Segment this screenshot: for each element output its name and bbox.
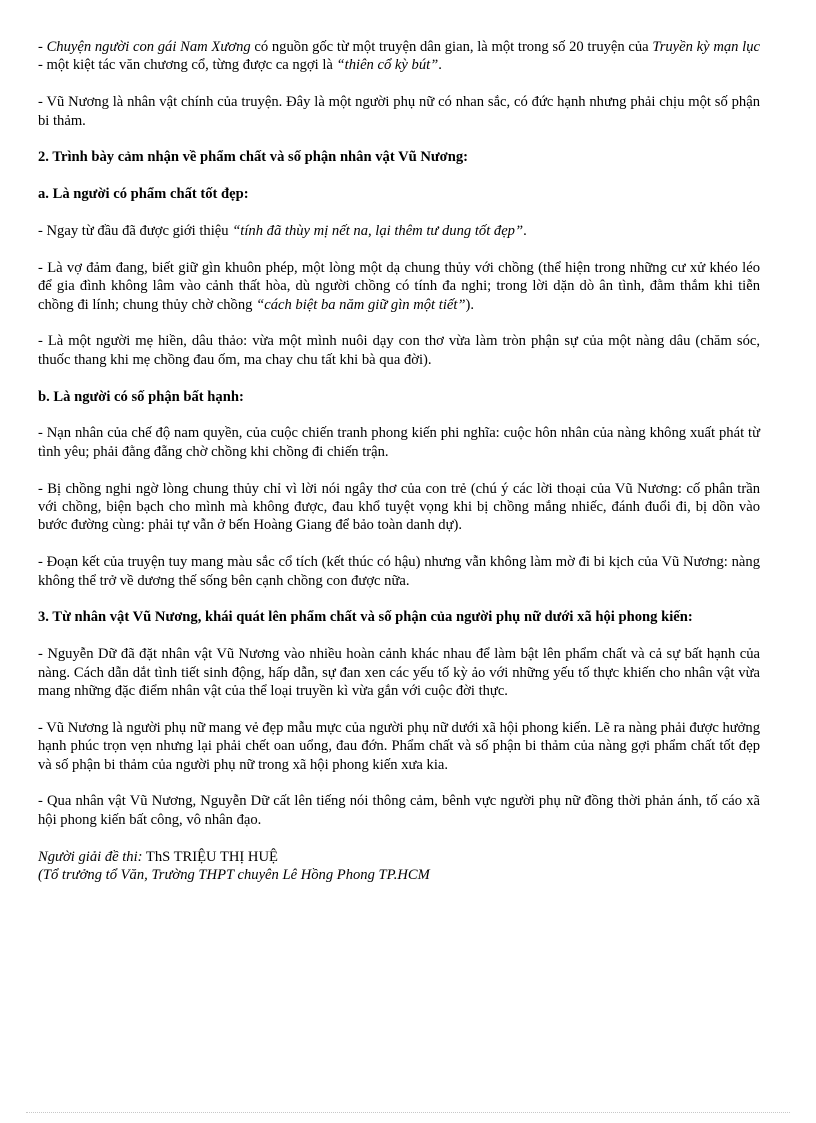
subheading-a: a. Là người có phẩm chất tốt đẹp: (38, 186, 249, 203)
paragraph-text: ). (465, 296, 475, 313)
paragraph-origin (38, 38, 760, 75)
subheading-b: b. Là người có số phận bất hạnh: (38, 388, 244, 405)
signature-label: Người giải đề thi: (38, 848, 143, 865)
paragraph-conclusion: - Qua nhân vật Vũ Nương, Nguyễn Dữ cất lên tiếng nói thông cảm, bênh vực người phụ nữ đồng thời phản ánh, tố cáo xã hội phong kiến bất công, vô nhân đạo. (38, 793, 760, 828)
page-bottom-border (26, 1112, 790, 1113)
paragraph-text: - một kiệt tác văn chương cổ, từng được ca ngợi là (38, 57, 337, 74)
collection-title: Truyền kỳ mạn lục (652, 39, 760, 55)
paragraph-faithful-wife (38, 259, 760, 314)
paragraph-introduction (38, 222, 760, 240)
paragraph-ideal-woman: - Vũ Nương là người phụ nữ mang vẻ đẹp mẫu mực của người phụ nữ dưới xã hội phong kiến. Lẽ ra nàng phải được hưởng hạnh phúc trọn vẹn nhưng lại phải chết oan uổng, đau đớn. Phẩm chất và số phận bi thảm của nàng gợi phẩm chất tốt đẹp và số phận bi thảm của người phụ nữ trong xã hội phong kiến xưa kia. (38, 719, 760, 773)
section-heading-2: 2. Trình bày cảm nhận về phẩm chất và số phận nhân vật Vũ Nương: (38, 149, 469, 166)
work-title: - Chuyện người con gái Nam Xương (38, 39, 251, 55)
paragraph-author-technique: - Nguyễn Dữ đã đặt nhân vật Vũ Nương vào nhiều hoàn cảnh khác nhau để làm bật lên phẩm chất và cả sự bất hạnh của nàng. Cách dẫn dắt tình tiết sinh động, hấp dẫn, sự đan xen các yếu tố kỳ ảo với những yếu tố thực khiến cho nhân vật vừa mang những đặc điểm nhân vật của thể loại truyền kì vừa gắn với cuộc đời thực. (38, 646, 760, 700)
paragraph-ending: - Đoạn kết của truyện tuy mang màu sắc cổ tích (kết thúc có hậu) nhưng vẫn không làm mờ đi bi kịch của Vũ Nương: nàng không thể trở về dương thế sống bên cạnh chồng con được nữa. (38, 554, 760, 589)
signature-name: ThS TRIỆU THỊ HUỆ (142, 848, 278, 865)
quote: “cách biệt ba năm giữ gìn một tiết” (256, 296, 466, 313)
quote: “thiên cổ kỳ bút” (336, 57, 439, 74)
paragraph-text: có nguồn gốc từ một truyện dân gian, là một trong số 20 truyện của (250, 39, 653, 55)
paragraph-text: . (523, 223, 527, 239)
signature-affiliation: (Tổ trưởng tổ Văn, Trường THPT chuyên Lê Hồng Phong TP.HCM (38, 867, 430, 884)
paragraph-main-character: - Vũ Nương là nhân vật chính của truyện. Đây là một người phụ nữ có nhan sắc, có đức hạnh nhưng phải chịu một số phận bi thảm. (38, 94, 760, 129)
quote: “tính đã thùy mị nết na, lại thêm tư dung tốt đẹp” (232, 223, 524, 239)
paragraph-text: . (438, 57, 442, 74)
paragraph-victim: - Nạn nhân của chế độ nam quyền, của cuộc chiến tranh phong kiến phi nghĩa: cuộc hôn nhân của nàng không xuất phát từ tình yêu; phải đằng đẵng chờ chồng khi chồng đi chiến trận. (38, 425, 760, 460)
signature-line (38, 848, 760, 866)
section-heading-3: 3. Từ nhân vật Vũ Nương, khái quát lên phẩm chất và số phận của người phụ nữ dưới xã hội phong kiến: (38, 609, 693, 626)
document-page (38, 38, 760, 884)
paragraph-text: - Là vợ đảm đang, biết giữ gìn khuôn phép, một lòng một dạ chung thủy với chồng (thể hiện trong những cư xử khéo léo để gia đình không lâm vào cảnh thất hòa, dù người chồng có tính đa nghi; trong lời dặn dò ân tình, đằm thắm khi tiễn chồng đi lính; chung thủy chờ chồng (38, 259, 760, 313)
paragraph-text: - Ngay từ đầu đã được giới thiệu (38, 223, 233, 239)
paragraph-suspicion: - Bị chồng nghi ngờ lòng chung thủy chỉ vì lời nói ngây thơ của con trẻ (chú ý các lời thoại của Vũ Nương: cố phân trần với chồng, biện bạch cho mình mà không được, đau khổ tuyệt vọng khi bị chồng mắng nhiếc, đánh đuổi đi, bị dồn vào bước đường cùng: phải tự vẫn ở bến Hoàng Giang để bảo toàn danh dự). (38, 480, 760, 534)
paragraph-good-mother: - Là một người mẹ hiền, dâu thảo: vừa một mình nuôi dạy con thơ vừa làm tròn phận sự của một nàng dâu (chăm sóc, thuốc thang khi mẹ chồng đau ốm, ma chay chu tất khi bà qua đời). (38, 333, 760, 368)
